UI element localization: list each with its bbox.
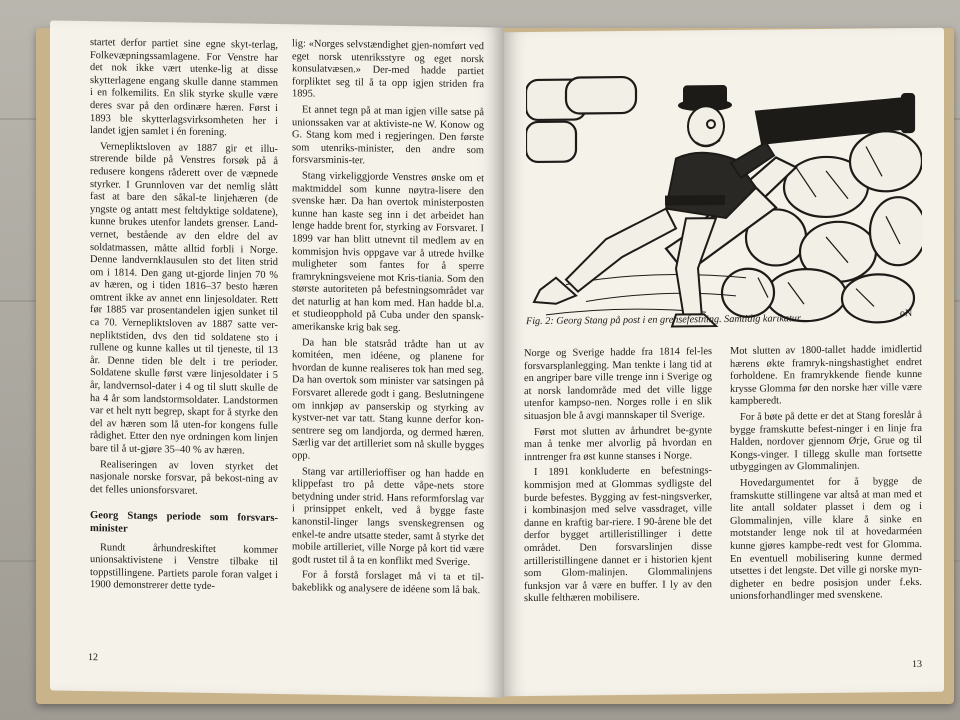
paragraph: I 1891 konkluderte en befestnings-kommisjon med at Glommas sydligste del burde befestes. Bygging av fest-ningsverker, i kombinasjon med selve vassdraget, ville danne en kraftig bar-riere. I 90-årene ble det derfor bygget artilleristillinger i dette området. Den forsvarslinjen disse artilleristillingene dannet er i historien kjent som Glom-malinjen. Glommalinjens funksjon var å være en buffer. I ly av den skulle felthæren mobilisere. — [524, 465, 712, 605]
paragraph: Først mot slutten av århundret be-gynte man å tenke mer alvorlig på hvordan en inntrenger fra øst kunne stanses i Norge. — [524, 424, 712, 463]
paragraph: Mot slutten av 1800-tallet hadde imidlertid hærens økte framryk-ningshastighet endret forholdene. En framrykkende fiende kunne krysse Glomma før den norske hær ville være kampberedt. — [730, 343, 922, 408]
paragraph: Realiseringen av loven styrket det nasjonale norske forsvar, på bekost-ning av det felles unionsforsvaret. — [90, 458, 278, 497]
paragraph: For å bøte på dette er det at Stang foreslår å bygge framskutte befest-ninger i en linje fra Halden, nordover gjennom Ørje, Grue og til Kongs-vinger. I tillegg skulle man fortsette utbyggingen av Glommalinjen. — [730, 409, 922, 474]
paragraph: Vernepliktsloven av 1887 gir et illu-strerende bilde på Venstres forsøk på å redusere kongens råderett over de væpnede styrker. I Grunnloven var det nemlig slått fast at bare den såkal-te linjehæren (de yngste og antatt mest feltdyktige soldatene), kunne brukes utenfor landets grenser. Land-vernet, bestående av den eldre del av soldatmassen, måtte alltid forbli i Norge. Denne landvernklausulen sto det liten strid om i 1814. Den gang ut-gjorde linjen 70 % av hæren, og i tiden 1816–37 besto hæren omtrent ikke av annet enn linjesoldater. Rett før 1885 var prosentandelen igjen sunket til ca 70. Vernepliktsloven av 1887 satte ver-nepliktstiden, dvs den tid soldatene sto i rullene og kunne kalles ut til tjeneste, til 13 år. Denne tiden ble delt i tre perioder. Soldatene skulle først være linjesoldater i 5 år, landvernsol-dater i 4 og til slutt skulle de ha 4 år som landstormsoldater. Landstormen var et helt nytt begrep, skapt for å styrke den del av hæren som lå uten-for kongens fulle rådighet. Etter den nye ordningen kom linjen bare til å ut-gjøre 35–40 % av hæren. — [90, 140, 278, 457]
left-page — [50, 20, 504, 697]
figure-caption: Fig. 2: Georg Stang på post i en grensefestning. Samtidig karikatur. — [526, 313, 803, 328]
paragraph: startet derfor partiet sine egne skyt-terlag, Folkevæpningssamlagene. For Venstre har det nok ikke vært utenke-lig at disse skytterlagene engang skulle danne stammen i en folkemilits. En slik styrke skulle være deres svar på den ordinære hæren. Først i 1893 ble skytterlagsvirksomheten her i landet igjen samlet i én forening. — [90, 37, 278, 139]
page-number: 13 — [912, 658, 922, 671]
paragraph: Norge og Sverige hadde fra 1814 fel-les forsvarsplanlegging. Man tenkte i lang tid at en angriper bare ville trenge inn i Sverige og at norsk landområde med det ville ligge utenfor kampso-nen. Norges rolle i en slik situasjon ble å avgi mannskaper til Sverige. — [524, 346, 712, 423]
left-column-1 — [90, 37, 278, 598]
paragraph: Rundt århundreskiftet kommer unionsaktivistene i Venstre tilbake til toppstillingene. Partiets parole foran valget i 1900 demonstrerer dette tyde- — [90, 541, 278, 593]
paragraph: Da han ble statsråd trådte han ut av komitéen, men idéene, og planene for hvordan de kunne realiseres tok han med seg. Da han overtok som minister var satsingen på Forsvaret allerede godt i gang. Beslutningene om innkjøp av panserskip og styrking av kystver-net var tatt. Stang kunne derfor kon-sentrere seg om landjorda, og dermed hæren. Særlig var det artilleriet som nå skulle bygges opp. — [292, 337, 484, 462]
paragraph: Stang var artillerioffiser og han hadde en klippefast tro på dette våpe-nets store betydning under strid. Hans reformforslag var i prinsippet enkelt, ved å bygge faste kanonstil-linger langs svenskegrensen og enkel-te andre utsatte steder, samt å styrke det mobile artilleriet, ville Norge på kort tid være godt rustet til å ta en konflikt med Sverige. — [292, 465, 484, 568]
svg-text:oN: oN — [900, 308, 913, 320]
left-column-2 — [292, 38, 484, 601]
right-column-1 — [524, 346, 712, 609]
paragraph: lig: «Norges selvstændighet gjen-nomført ved eget norsk utenriksstyre og eget norsk konsulatvæsen.» Der-med hadde partiet forpliktet seg til å ta opp igjen striden fra 1895. — [292, 38, 484, 100]
paragraph: Stang virkeliggjorde Venstres ønske om et maktmiddel som kunne nøytra-lisere den svenske hær. Da han overtok ministerposten kunne han kaste seg inn i det arbeidet han lenge hadde brent for, styrking av Forsvaret. I 1899 var han blitt utnevnt til medlem av en kommisjon hvis oppgave var å utrede hvilke muligheter som fantes for å sperre framrykningsveiene mot Kris-tiania. Som den største autoriteten på befestningsområdet var det naturlig at han kom med. Han hadde bl.a. et studieopphold på Cuba under den spansk-amerikanske krig bak seg. — [292, 170, 484, 335]
paragraph: Et annet tegn på at man igjen ville satse på unionssaken var at aktiviste-ne W. Konow og G. Stang kom med i regjeringen. Den første som utenriks-minister, den andre som forsvarsminis-ter. — [292, 104, 484, 167]
paragraph: Hovedargumentet for å bygge de framskutte stillingene var altså at man med et lite antall soldater plasset i dem og i Glommalinjen, ville klare å sinke en motstander lenge nok til at hovedarméen kunne gjøres kampbe-redt vest for Glomma. En eventuell mobilisering kunne dermed utsettes i det lengste. Det ville gi norske myn-digheter en bedre posisjon under f.eks. unionsforhandlinger med svenskene. — [730, 475, 922, 603]
caricature-illustration — [526, 66, 922, 332]
right-column-2 — [730, 344, 922, 607]
page-number: 12 — [88, 652, 98, 664]
right-page — [504, 28, 944, 697]
paragraph: For å forstå forslaget må vi ta et til-bakeblikk og analysere de idéene som lå bak. — [292, 569, 484, 597]
section-heading: Georg Stangs periode som forsvars-minister — [90, 510, 278, 535]
open-book — [36, 22, 954, 712]
